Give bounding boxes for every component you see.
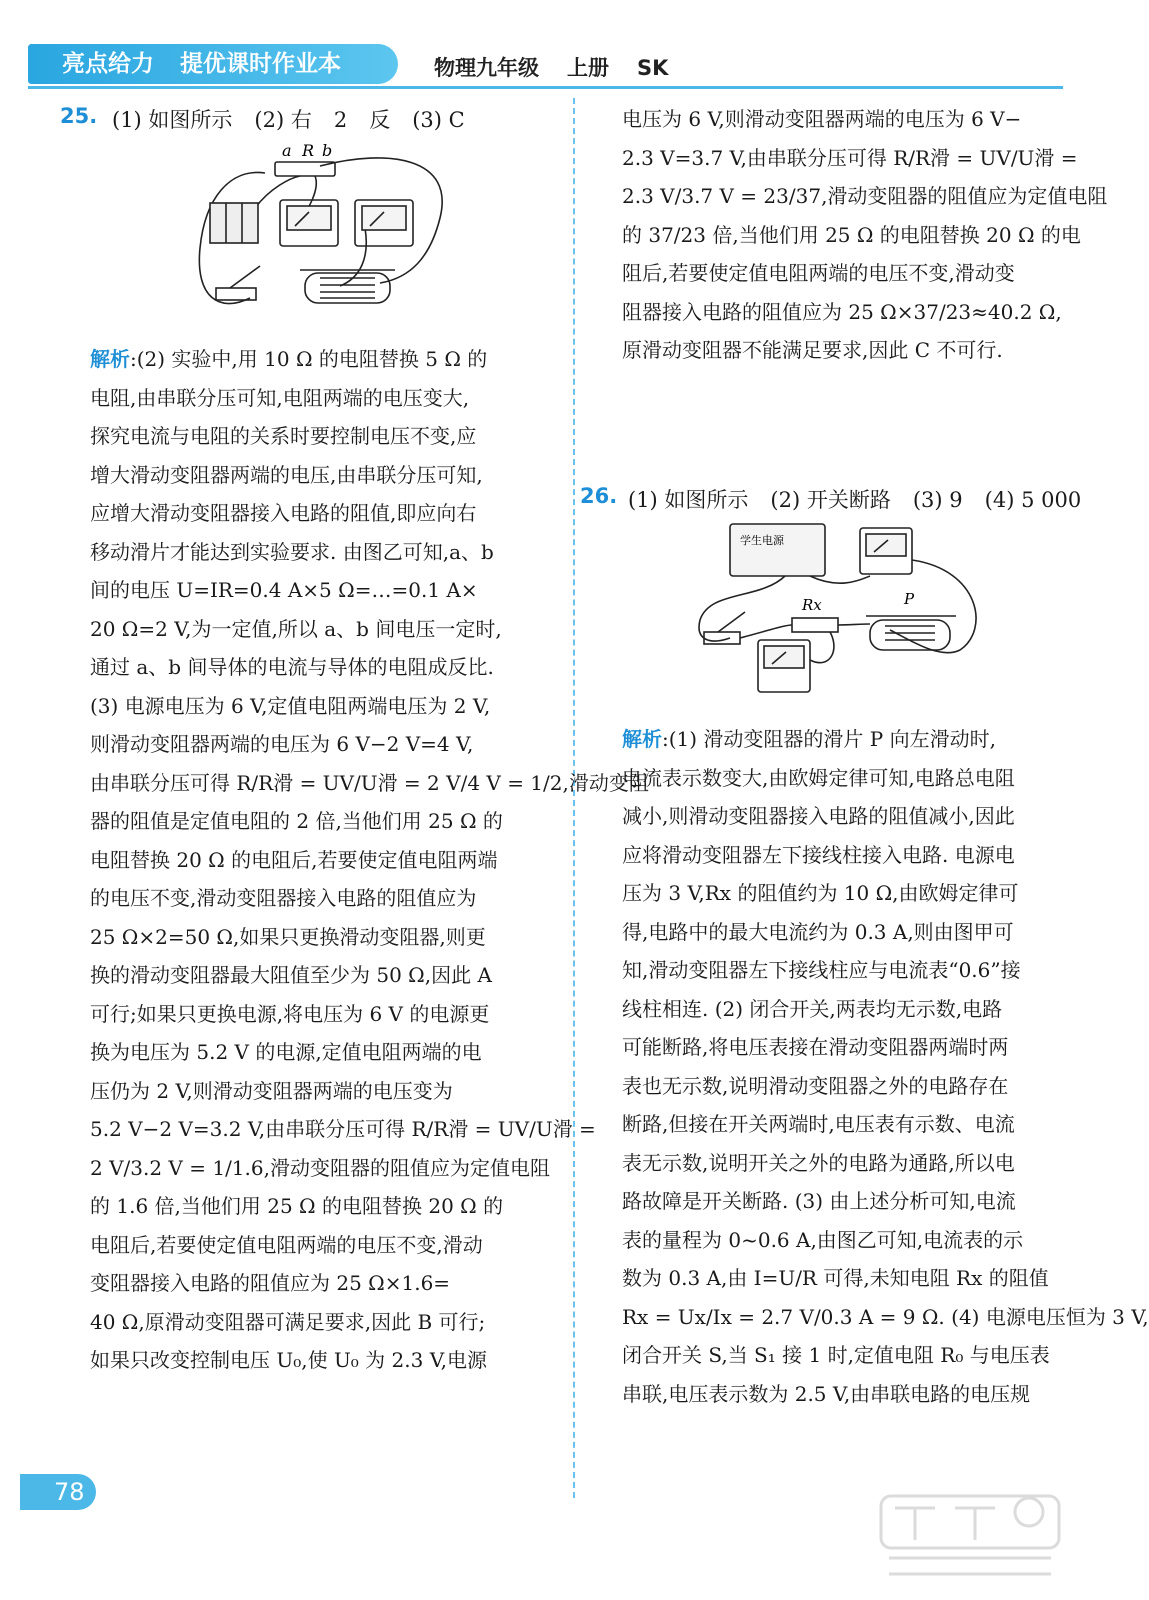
text-line: 换的滑动变阻器最大阻值至少为 50 Ω,因此 A [90,963,492,987]
text-line: 表也无示数,说明滑动变阻器之外的电路存在 [622,1073,1009,1098]
text-line: 变阻器接入电路的阻值应为 25 Ω×1.6= [90,1271,451,1295]
text-line: 2.3 V=3.7 V,由串联分压可得 R/R滑 = UV/U滑 = [622,145,1078,170]
column-divider [573,98,575,1498]
text-line: 阻后,若要使定值电阻两端的电压不变,滑动变 [622,261,1015,285]
text-line: 阻器接入电路的阻值应为 25 Ω×37/23≈40.2 Ω, [622,299,1062,324]
header-rule [28,86,1063,89]
q26-answer-3: (3) 9 [912,488,963,512]
brand-name: 亮点给力 [62,51,154,77]
text-line: 探究电流与电阻的关系时要控制电压不变,应 [90,424,477,448]
figure-label-r: R [302,141,315,160]
volume-label: 上册 [567,56,609,80]
subject-line [434,52,696,82]
text-line: 表无示数,说明开关之外的电路为通路,所以电 [622,1150,1015,1175]
text-line: 20 Ω=2 V,为一定值,所以 a、b 间电压一定时, [90,616,502,641]
q25-answer-2: (2) 右 [254,108,312,132]
series-name: 提优课时作业本 [180,51,341,77]
question-number-25: 25. [60,104,98,128]
text-line: 电阻替换 20 Ω 的电阻后,若要使定值电阻两端 [90,847,498,872]
text-line: 路故障是开关断路. (3) 由上述分析可知,电流 [622,1189,1016,1213]
q26-answer-2: (2) 开关断路 [770,488,891,512]
q26-circuit-figure [690,520,990,710]
text-line: 数为 0.3 A,由 I=U/R 可得,未知电阻 Rx 的阻值 [622,1266,1049,1290]
text-line: 如果只改变控制电压 U₀,使 U₀ 为 2.3 V,电源 [90,1348,488,1372]
text-line: 应增大滑动变阻器接入电路的阻值,即应向右 [90,501,477,525]
header-banner [28,44,398,84]
text-line: 减小,则滑动变阻器接入电路的阻值减小,因此 [622,804,1015,828]
watermark-logo-icon [875,1488,1065,1584]
text-line: 40 Ω,原滑动变阻器可满足要求,因此 B 可行; [90,1309,486,1334]
text-line: 串联,电压表示数为 2.5 V,由串联电路的电压规 [622,1381,1031,1406]
page-number: 78 [20,1474,96,1510]
q25-circuit-figure [190,138,460,338]
figure-label-b: b [322,141,333,160]
text-line: 压仍为 2 V,则滑动变阻器两端的电压变为 [90,1078,453,1103]
q25-answer-4: 反 [369,108,391,132]
text-line: 由串联分压可得 R/R滑 = UV/U滑 = 2 V/4 V = 1/2,滑动变阻 [90,770,649,795]
text-line: 2 V/3.2 V = 1/1.6,滑动变阻器的阻值应为定值电阻 [90,1155,550,1180]
figure-label-rx: Rx [802,596,822,614]
question-number-26: 26. [580,484,618,508]
text-line: 原滑动变阻器不能满足要求,因此 C 不可行. [622,338,1003,362]
q25-answers [112,104,487,134]
explanation-label: 解析 [622,727,662,751]
text-line: 电压为 6 V,则滑动变阻器两端的电压为 6 V− [622,107,1022,131]
q26-explanation: 解析:(1) 滑动变阻器的滑片 P 向左滑动时, 电流表示数变大,由欧姆定律可知,电路总电阻 减小,则滑动变阻器接入电路的阻值减小,因此 应将滑动变阻器左下接线柱接入电路. 电源电 压为 3 V,Rx 的阻值约为 10 Ω,由欧姆定律可 得,电路中的最大电流约为 0.3 A,则由图甲可 知,滑动变阻器左下接线柱应与电流表“0.6”接 线柱相连. (2) 闭合开关,两表均无示数,电路 可能断路,将电压表接在滑动变阻器两端时两 表也无示数,说明滑动变阻器之外的电路存在 断路,但接在开关两端时,电压表有示数、电流 表无示数,说明开关之外的电路为通路,所以电 路故障是开关断路. (3) 由上述分析可知,电流 表的量程为 0~0.6 A,由图乙可知,电流表的示 数为 0.3 A,由 I=U/R 可得,未知电阻 Rx 的阻值 Rx = Ux/Ix = 2.7 V/0.3 A = 9 Ω. (4) 电源电压恒为 3 V, 闭合开关 S,当 S₁ 接 1 时,定值电阻 R₀ 与电压表 串联,电压表示数为 2.5 V,由串联电路的电压规 [622,720,1060,1413]
text-line: 闭合开关 S,当 S₁ 接 1 时,定值电阻 R₀ 与电压表 [622,1343,1050,1367]
text-line: 间的电压 U=IR=0.4 A×5 Ω=…=0.1 A× [90,578,478,602]
text-line: 的 1.6 倍,当他们用 25 Ω 的电阻替换 20 Ω 的 [90,1194,504,1218]
q26-answers [628,484,1103,514]
text-line: 25 Ω×2=50 Ω,如果只更换滑动变阻器,则更 [90,924,486,949]
text-line: 通过 a、b 间导体的电流与导体的电阻成反比. [90,655,494,679]
text-line: 电阻后,若要使定值电阻两端的电压不变,滑动 [90,1232,483,1257]
q26-answer-4: (4) 5 000 [984,488,1082,512]
text-line: Rx = Ux/Ix = 2.7 V/0.3 A = 9 Ω. (4) 电源电压恒为 3 V, [622,1304,1149,1329]
text-line: 线柱相连. (2) 闭合开关,两表均无示数,电路 [622,996,1003,1021]
text-line: 得,电路中的最大电流约为 0.3 A,则由图甲可 [622,919,1014,944]
text-line: 电流表示数变大,由欧姆定律可知,电路总电阻 [622,765,1015,790]
explanation-label: 解析 [90,347,130,371]
figure-label-p: P [904,590,915,608]
q25-answer-3: 2 [333,108,348,132]
text-line: 应将滑动变阻器左下接线柱接入电路. 电源电 [622,842,1015,867]
q26-answer-1: (1) 如图所示 [628,488,749,512]
q25-answer-5: (3) C [412,108,465,132]
text-line: 压为 3 V,Rx 的阻值约为 10 Ω,由欧姆定律可 [622,881,1019,905]
text-line: 可行;如果只更换电源,将电压为 6 V 的电源更 [90,1001,490,1026]
q25-explanation: 解析:(2) 实验中,用 10 Ω 的电阻替换 5 Ω 的 电阻,由串联分压可知,电阻两端的电压变大, 探究电流与电阻的关系时要控制电压不变,应 增大滑动变阻器两端的电压,由串联分压可知, 应增大滑动变阻器接入电路的阻值,即应向右 移动滑片才能达到实验要求. 由图乙可知,a、b 间的电压 U=IR=0.4 A×5 Ω=…=0.1 A× 20 Ω=2 V,为一定值,所以 a、b 间电压一定时, 通过 a、b 间导体的电流与导体的电阻成反比. (3) 电源电压为 6 V,定值电阻两端电压为 2 V, 则滑动变阻器两端的电压为 6 V−2 V=4 V, 由串联分压可得 R/R滑 = UV/U滑 = 2 V/4 V = 1/2,滑动变阻 器的阻值是定值电阻的 2 倍,当他们用 25 Ω 的 电阻替换 20 Ω 的电阻后,若要使定值电阻两端 的电压不变,滑动变阻器接入电路的阻值应为 25 Ω×2=50 Ω,如果只更换滑动变阻器,则更 换的滑动变阻器最大阻值至少为 50 Ω,因此 A 可行;如果只更换电源,将电压为 6 V 的电源更 换为电压为 5.2 V 的电源,定值电阻两端的电 压仍为 2 V,则滑动变阻器两端的电压变为 5.2 V−2 V=3.2 V,由串联分压可得 R/R滑 = UV/U滑 = 2 V/3.2 V = 1/1.6,滑动变阻器的阻值应为定值电阻 的 1.6 倍,当他们用 25 Ω 的电阻替换 20 Ω 的 电阻后,若要使定值电阻两端的电压不变,滑动 变阻器接入电路的阻值应为 25 Ω×1.6= 40 Ω,原滑动变阻器可满足要求,因此 B 可行; 如果只改变控制电压 U₀,使 U₀ 为 2.3 V,电源 [90,340,552,1380]
power-supply-label: 学生电源 [740,534,784,547]
text-line: 可能断路,将电压表接在滑动变阻器两端时两 [622,1035,1009,1059]
text-line: 移动滑片才能达到实验要求. 由图乙可知,a、b [90,539,494,564]
text-line: 表的量程为 0~0.6 A,由图乙可知,电流表的示 [622,1227,1024,1252]
text-line: 断路,但接在开关两端时,电压表有示数、电流 [622,1112,1015,1136]
text-line: 增大滑动变阻器两端的电压,由串联分压可知, [90,462,483,487]
figure-label-a: a [282,141,292,160]
text-line: (3) 电源电压为 6 V,定值电阻两端电压为 2 V, [90,693,491,718]
text-line: 换为电压为 5.2 V 的电源,定值电阻两端的电 [90,1040,482,1064]
text-line: 器的阻值是定值电阻的 2 倍,当他们用 25 Ω 的 [90,809,503,833]
q25-answer-1: (1) 如图所示 [112,108,233,132]
edition-label: SK [637,56,669,80]
text-line: 知,滑动变阻器左下接线柱应与电流表“0.6”接 [622,958,1021,982]
text-line: 2.3 V/3.7 V = 23/37,滑动变阻器的阻值应为定值电阻 [622,184,1108,208]
text-line: 的电压不变,滑动变阻器接入电路的阻值应为 [90,886,477,910]
text-line: 则滑动变阻器两端的电压为 6 V−2 V=4 V, [90,732,474,756]
text-line: 5.2 V−2 V=3.2 V,由串联分压可得 R/R滑 = UV/U滑 = [90,1117,596,1141]
text-line: 的 37/23 倍,当他们用 25 Ω 的电阻替换 20 Ω 的电 [622,222,1081,247]
q25-explanation-continued [622,100,1108,370]
text-line: 电阻,由串联分压可知,电阻两端的电压变大, [90,385,470,410]
subject-title: 物理九年级 [434,56,539,80]
